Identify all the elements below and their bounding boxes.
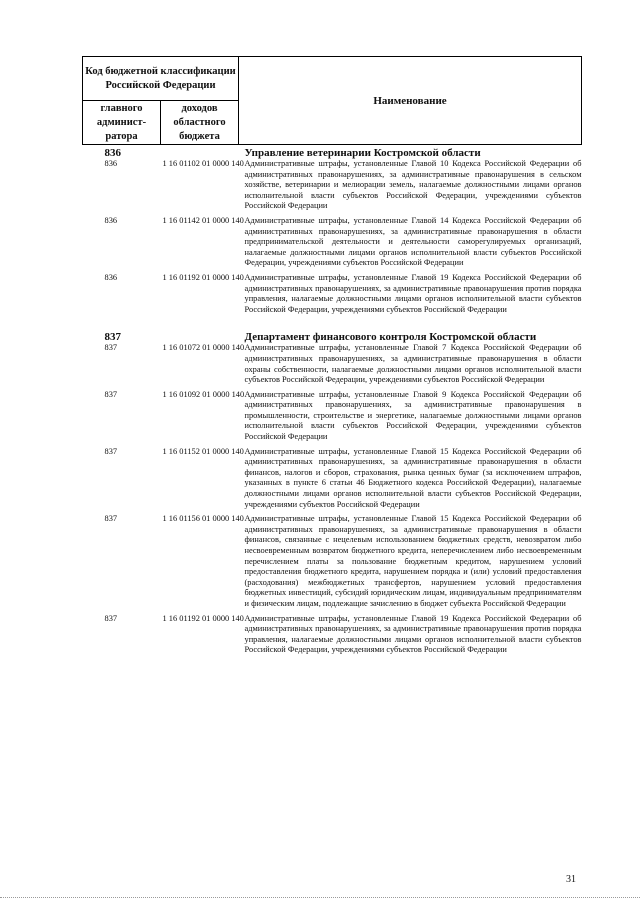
income-description: Административные штрафы, установленные Главой 19 Кодекса Российской Федерации об административных правонарушениях, за административные правонарушения против порядка управления, налагаемые должностными лицами органов исполнительной власти субъектов Российской Федерации, учреждениями субъектов Российской Федерации	[244, 613, 582, 655]
income-code: 1 16 01152 01 0000 140	[162, 446, 244, 456]
table-row	[83, 614, 582, 660]
group-title: Управление ветеринарии Костромской области	[244, 147, 481, 159]
header-name: Наименование	[239, 57, 582, 145]
group-number: 836	[104, 147, 121, 159]
income-code: 1 16 01192 01 0000 140	[162, 613, 244, 623]
income-description: Административные штрафы, установленные Главой 7 Кодекса Российской Федерации об административных правонарушениях, за административные правонарушения в области охраны собственности, налагаемые должностными лицами органов исполнительной власти субъектов Российской Федерации, учреждениями субъектов Российской Федерации	[244, 343, 582, 385]
income-code: 1 16 01192 01 0000 140	[162, 272, 244, 282]
income-code: 1 16 01156 01 0000 140	[162, 514, 244, 524]
group-title: Департамент финансового контроля Костромской области	[244, 331, 537, 344]
header-admin: главного админист-ратора	[83, 101, 161, 145]
group-header-837	[83, 319, 582, 343]
budget-classification-table	[82, 56, 582, 660]
income-code: 1 16 01142 01 0000 140	[162, 215, 244, 225]
income-description: Административные штрафы, установленные Главой 15 Кодекса Российской Федерации об административных правонарушениях, за административные правонарушения в области финансов, связанные с нецелевым использованием бюджетных средств, невозвратом либо несвоевременным возвратом бюджетного кредита, неперечислением либо несвоевременным перечислением платы за пользование бюджетным кредитом, нарушением условий предоставления бюджетного кредита, нарушением порядка и (или) условий предоставления (расходования) межбюджетных трансфертов, нарушением условий предоставления бюджетных инвестиций, субсидий юридическим лицам, индивидуальным предпринимателям и физическим лицам, подлежащие зачислению в бюджет субъекта Российской Федерации	[244, 514, 582, 608]
table-row	[83, 390, 582, 447]
income-description: Административные штрафы, установленные Главой 10 Кодекса Российской Федерации об административных правонарушениях, за административные правонарушения в сельском хозяйстве, ветеринарии и мелиорации земель, налагаемые должностными лицами органов исполнительной власти субъектов Российской Федерации, учреждениями субъектов Российской Федерации	[244, 159, 582, 211]
admin-code: 837	[104, 446, 118, 456]
income-description: Административные штрафы, установленные Главой 15 Кодекса Российской Федерации об административных правонарушениях, за административные правонарушения в области финансов, налогов и сборов, страхования, рынка ценных бумаг (за исключением штрафов, указанных в пункте 6 статьи 46 Бюджетного кодекса Российской Федерации), налагаемые должностными лицами органов исполнительной власти субъектов Российской Федерации, учреждениями субъектов Российской Федерации	[244, 446, 582, 509]
admin-code: 836	[104, 272, 118, 282]
group-number: 837	[104, 331, 121, 344]
income-description: Административные штрафы, установленные Главой 14 Кодекса Российской Федерации об административных правонарушениях, за административные правонарушения в области предпринимательской деятельности и деятельности саморегулируемых организаций, налагаемые должностными лицами органов исполнительной власти субъектов Российской Федерации, учреждениями субъектов Российской Федерации	[244, 215, 582, 268]
admin-code: 837	[104, 613, 118, 623]
group-header-836	[83, 145, 582, 160]
header-income: доходов областного бюджета	[161, 101, 239, 145]
table-row	[83, 447, 582, 515]
table-row	[83, 343, 582, 389]
table-row	[83, 216, 582, 273]
income-description: Административные штрафы, установленные Главой 19 Кодекса Российской Федерации об административных правонарушениях, за административные правонарушения против порядка управления, налагаемые должностными лицами органов исполнительной власти субъектов Российской Федерации, учреждениями субъектов Российской Федерации	[244, 272, 582, 314]
page-number: 31	[566, 874, 576, 885]
admin-code: 836	[104, 215, 118, 225]
income-code: 1 16 01092 01 0000 140	[162, 389, 245, 399]
scan-edge-divider	[0, 897, 640, 898]
admin-code: 837	[104, 343, 118, 353]
admin-code: 836	[104, 159, 118, 168]
admin-code: 837	[104, 514, 118, 524]
income-code: 1 16 01102 01 0000 140	[162, 159, 244, 168]
table-row	[83, 273, 582, 319]
income-description: Административные штрафы, установленные Главой 9 Кодекса Российской Федерации об административных правонарушениях, за административные правонарушения в промышленности, строительстве и энергетике, налагаемые должностными лицами органов исполнительной власти субъектов Российской Федерации, учреждениями субъектов Российской Федерации	[244, 389, 582, 442]
table-row	[83, 514, 582, 613]
income-code: 1 16 01072 01 0000 140	[162, 343, 245, 353]
header-code-group: Код бюджетной классификации Российской Федерации	[83, 57, 239, 101]
admin-code: 837	[104, 389, 118, 399]
table-row	[83, 159, 582, 216]
